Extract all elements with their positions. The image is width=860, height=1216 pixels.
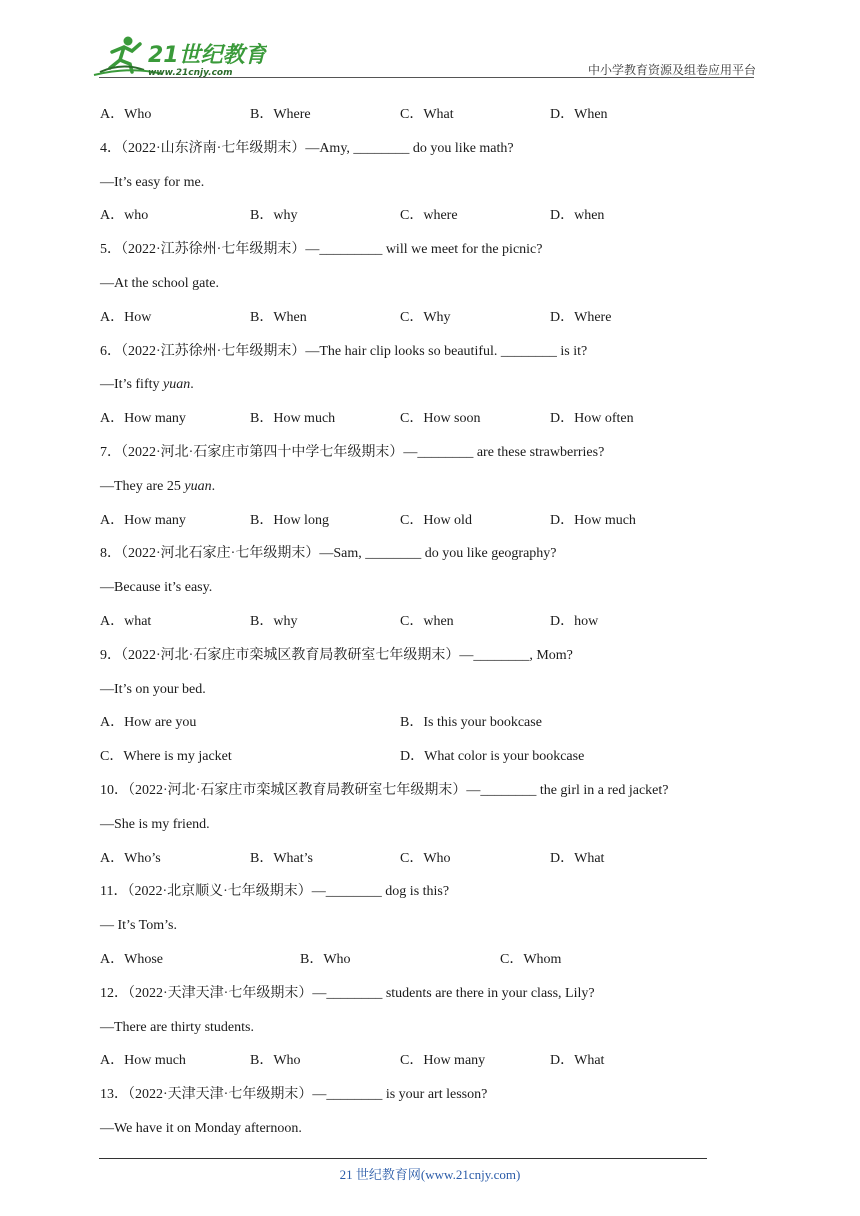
q7-stem: 7．（2022·河北·石家庄市第四十中学七年级期末）—________ are these strawberries? bbox=[100, 444, 605, 460]
q12-reply: —There are thirty students. bbox=[100, 1019, 254, 1035]
q10-option-d[interactable]: D．What bbox=[550, 850, 605, 866]
q6-option-c[interactable]: C．How soon bbox=[400, 411, 481, 427]
q9-option-d[interactable]: D．What color is your bookcase bbox=[400, 749, 585, 765]
q8-option-a[interactable]: A．what bbox=[100, 613, 152, 629]
q3-option-c[interactable]: C．What bbox=[400, 107, 454, 122]
q3-option-b[interactable]: B．Where bbox=[250, 107, 311, 122]
q5-stem: 5．（2022·江苏徐州·七年级期末）—_________ will we meet for the picnic? bbox=[100, 242, 543, 258]
q4-reply: —It’s easy for me. bbox=[100, 174, 205, 190]
q3-option-d[interactable]: D．When bbox=[550, 107, 608, 122]
q6-reply bbox=[100, 370, 760, 404]
q4-stem: 4．（2022·山东济南·七年级期末）—Amy, ________ do you like math? bbox=[100, 140, 514, 156]
q4-option-a[interactable]: A．who bbox=[100, 208, 149, 224]
q8-option-d[interactable]: D．how bbox=[550, 613, 599, 629]
q7-option-d[interactable]: D．How much bbox=[550, 512, 636, 528]
q13-stem: 13．（2022·天津天津·七年级期末）—________ is your art lesson? bbox=[100, 1087, 488, 1103]
q8-reply: —Because it’s easy. bbox=[100, 580, 213, 596]
runner-logo-icon bbox=[92, 32, 267, 78]
q4-option-b[interactable]: B．why bbox=[250, 208, 298, 224]
q9-options-row1 bbox=[100, 708, 760, 742]
q8-options bbox=[100, 607, 760, 641]
q12-option-d[interactable]: D．What bbox=[550, 1053, 605, 1069]
q6-stem: 6．（2022·江苏徐州·七年级期末）—The hair clip looks so beautiful. ________ is it? bbox=[100, 343, 588, 359]
question-list bbox=[100, 100, 760, 1148]
q10-options bbox=[100, 844, 760, 878]
logo bbox=[92, 32, 267, 78]
q8-stem: 8．（2022·河北石家庄·七年级期末）—Sam, ________ do you like geography? bbox=[100, 546, 557, 562]
q9-stem: 9．（2022·河北·石家庄市栾城区教育局教研室七年级期末）—________, Mom? bbox=[100, 647, 573, 663]
q9-option-c[interactable]: C．Where is my jacket bbox=[100, 749, 232, 765]
q5-option-c[interactable]: C．Why bbox=[400, 309, 451, 325]
q6-reply-unit: yuan bbox=[163, 377, 191, 393]
q6-option-a[interactable]: A．How many bbox=[100, 411, 186, 427]
q8-option-b[interactable]: B．why bbox=[250, 613, 298, 629]
logo-url-text: www.21cnjy.com bbox=[148, 68, 233, 78]
q11-options bbox=[100, 945, 760, 979]
q5-options bbox=[100, 303, 760, 337]
q9-reply: —It’s on your bed. bbox=[100, 681, 206, 697]
q6-options bbox=[100, 404, 760, 438]
q6-option-d[interactable]: D．How often bbox=[550, 411, 634, 427]
q6-reply-text: —It’s fifty bbox=[100, 377, 163, 393]
q12-stem: 12．（2022·天津天津·七年级期末）—________ students are there in your class, Lily? bbox=[100, 985, 595, 1001]
footer-divider bbox=[99, 1158, 707, 1159]
header-divider bbox=[99, 77, 754, 78]
q7-option-b[interactable]: B．How long bbox=[250, 512, 329, 528]
q7-reply bbox=[100, 472, 760, 506]
q11-option-a[interactable]: A．Whose bbox=[100, 951, 163, 967]
q7-option-a[interactable]: A．How many bbox=[100, 512, 186, 528]
q3-options bbox=[100, 100, 760, 134]
platform-title: 中小学教育资源及组卷应用平台 bbox=[587, 63, 756, 77]
q11-option-b[interactable]: B．Who bbox=[300, 951, 351, 967]
q12-option-a[interactable]: A．How much bbox=[100, 1053, 186, 1069]
q10-option-c[interactable]: C．Who bbox=[400, 850, 451, 866]
q10-option-b[interactable]: B．What’s bbox=[250, 850, 313, 866]
q9-option-a[interactable]: A．How are you bbox=[100, 715, 197, 731]
q6-reply-end: . bbox=[190, 377, 194, 393]
q7-reply-text: —They are 25 bbox=[100, 478, 185, 494]
q13-reply: —We have it on Monday afternoon. bbox=[100, 1120, 302, 1136]
logo-brand-text: 21世纪教育 bbox=[148, 43, 267, 68]
q5-option-d[interactable]: D．Where bbox=[550, 309, 612, 325]
page-header bbox=[0, 0, 860, 80]
q12-option-b[interactable]: B．Who bbox=[250, 1053, 301, 1069]
q5-option-b[interactable]: B．When bbox=[250, 309, 307, 325]
footer-link[interactable]: 21 世纪教育网(www.21cnjy.com) bbox=[339, 1167, 521, 1182]
q5-option-a[interactable]: A．How bbox=[100, 309, 152, 325]
q5-reply: —At the school gate. bbox=[100, 275, 219, 291]
q9-option-b[interactable]: B．Is this your bookcase bbox=[400, 715, 542, 731]
q3-option-a[interactable]: A．Who bbox=[100, 107, 152, 122]
q9-options-row2 bbox=[100, 742, 760, 776]
q11-stem: 11．（2022·北京顺义·七年级期末）—________ dog is this? bbox=[100, 884, 450, 900]
q7-option-c[interactable]: C．How old bbox=[400, 512, 472, 528]
q8-option-c[interactable]: C．when bbox=[400, 613, 454, 629]
q10-stem: 10．（2022·河北·石家庄市栾城区教育局教研室七年级期末）—________ the girl in a red jacket? bbox=[100, 782, 669, 798]
q10-option-a[interactable]: A．Who’s bbox=[100, 850, 161, 866]
q11-option-c[interactable]: C．Whom bbox=[500, 951, 562, 967]
q10-reply: —She is my friend. bbox=[100, 816, 210, 832]
q7-reply-unit: yuan bbox=[184, 478, 212, 494]
q12-options bbox=[100, 1046, 760, 1080]
q4-options bbox=[100, 201, 760, 235]
q4-option-d[interactable]: D．when bbox=[550, 208, 605, 224]
q7-reply-end: . bbox=[211, 478, 216, 494]
q6-option-b[interactable]: B．How much bbox=[250, 411, 336, 427]
q7-options bbox=[100, 506, 760, 540]
q12-option-c[interactable]: C．How many bbox=[400, 1053, 486, 1069]
q11-reply: — It’s Tom’s. bbox=[100, 918, 177, 934]
q4-option-c[interactable]: C．where bbox=[400, 208, 458, 224]
